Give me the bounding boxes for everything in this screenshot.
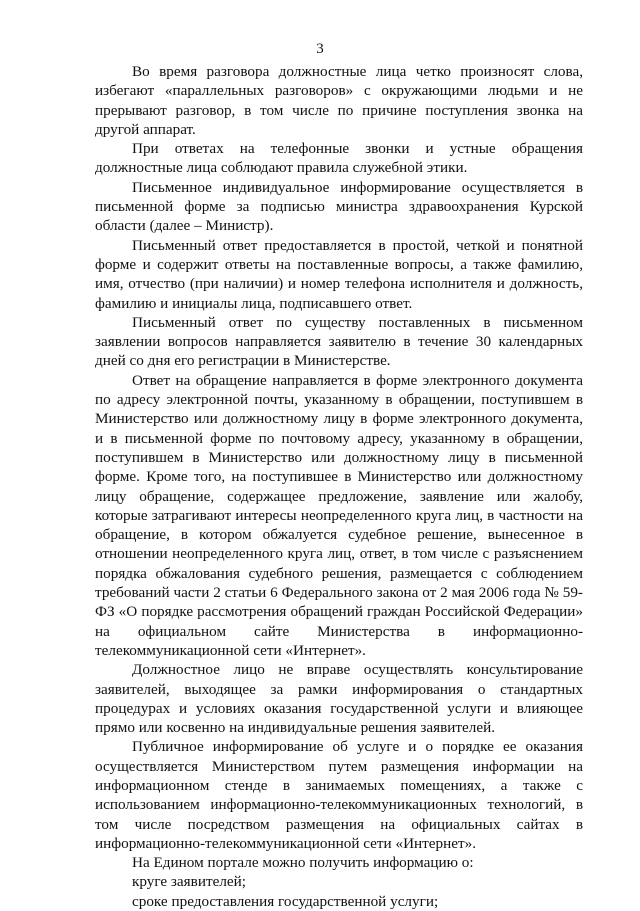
paragraph-answer-deadline: Письменный ответ по существу поставленных в письменном заявлении вопросов направляется заявителю в течение 30 календарных дней со дня его регистрации в Министерстве. [95,313,583,370]
list-item-service-term: сроке предоставления государственной услуги; [132,892,439,910]
list-item-applicants: круге заявителей; [132,873,247,891]
paragraph-conversation-rules: Во время разговора должностные лица четко произносят слова, избегают «параллельных разговоров» с окружающими людьми и не прерывают разговор, в том числе по причине поступления звонка на другой аппарат. [95,63,583,138]
paragraph-answer-delivery: Ответ на обращение направляется в форме электронного документа по адресу электронной почты, указанному в обращении, поступившем в Министерство или должностному лицу в форме электронного документа, и в письменной форме по почтовому адресу, указанному в обращении, поступившем в Министерство или должностному лицу в письменной форме. Кроме того, на поступившее в Министерство или должностному лицу обращение, содержащее предложение, заявление или жалобу, которые затрагивают интересы неопределенного круга лиц, в частности на обращение, в котором обжалуется судебное решение, вынесенное в отношении неопределенного круга лиц, ответ, в том числе с разъяснением порядка обжалования судебного решения, размещается с соблюдением требований части 2 статьи 6 Федерального закона от 2 мая 2006 года № 59-ФЗ «О порядке рассмотрения обращений граждан Российской Федерации» на официальном сайте Министерства в информационно-телекоммуникационной сети «Интернет». [95,371,583,659]
paragraph-written-answer-form: Письменный ответ предоставляется в простой, четкой и понятной форме и содержит ответы на поставленные вопросы, а также фамилию, имя, отчество (при наличии) и номер телефона исполнителя и должность, фамилию и инициалы лица, подписавшего ответ. [95,236,583,312]
page-number: 3 [316,41,324,57]
paragraph-consulting-limits: Должностное лицо не вправе осуществлять консультирование заявителей, выходящее за рамки информирования о стандартных процедурах и условиях оказания государственной услуги и влияющее прямо или косвенно на индивидуальные решения заявителей. [95,661,583,737]
paragraph-written-informing: Письменное индивидуальное информирование осуществляется в письменной форме за подписью министра здравоохранения Курской области (далее – Министр). [95,178,583,235]
paragraph-public-informing: Публичное информирование об услуге и о порядке ее оказания осуществляется Министерством путем размещения информации на информационном стенде в занимаемых помещениях, а также с использованием информационно-телекоммуникационных технологий, в том числе посредством размещения на официальных сайтах в информационно-телекоммуникационной сети «Интернет». [95,738,583,852]
document-body [95,62,583,911]
paragraph-service-ethics: При ответах на телефонные звонки и устные обращения должностные лица соблюдают правила служебной этики. [95,140,583,177]
paragraph-portal-info-intro: На Едином портале можно получить информацию о: [132,854,474,872]
